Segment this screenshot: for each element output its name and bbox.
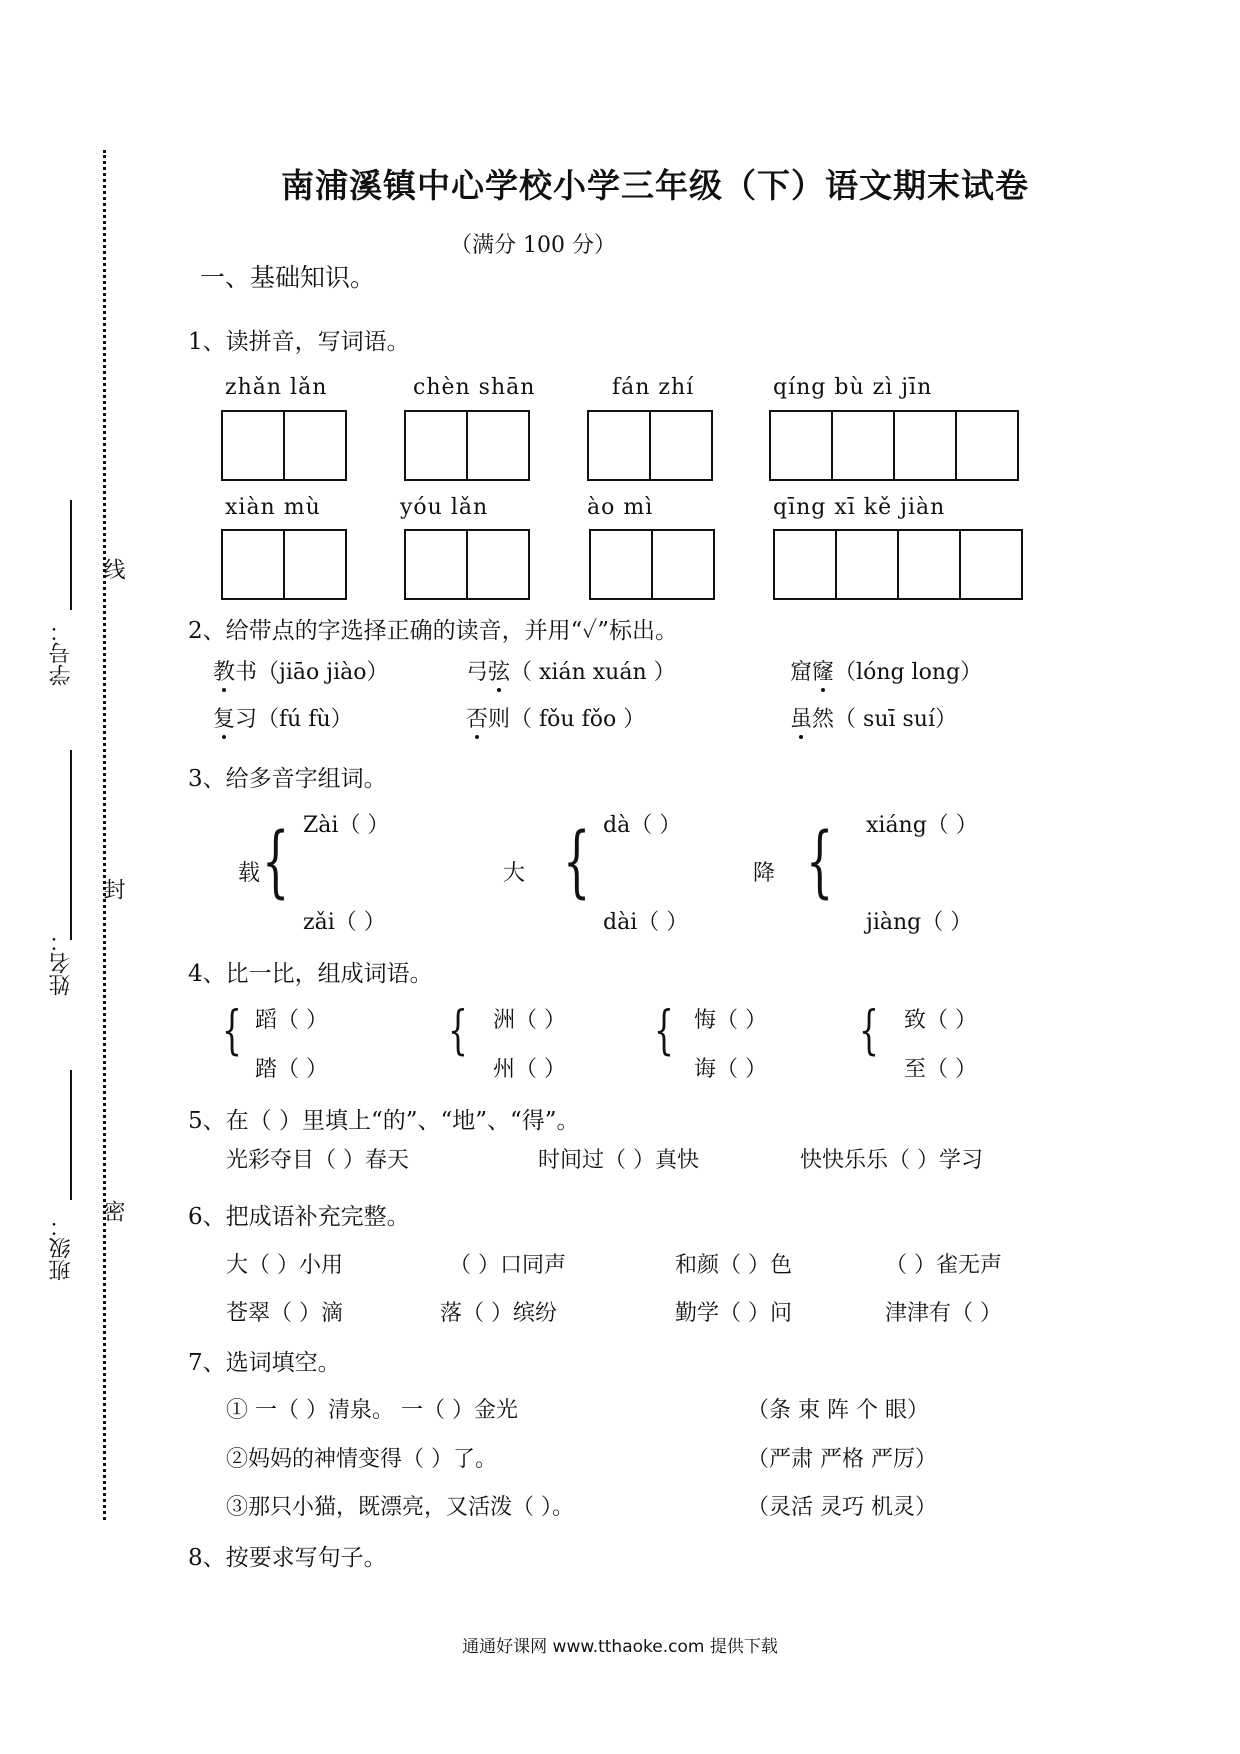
- pinyin: qīng xī kě jiàn: [773, 495, 946, 520]
- choose-word-item[interactable]: ②妈妈的神情变得（ ）了。: [226, 1447, 497, 1472]
- question-3-label: 3、给多音字组词。: [188, 766, 387, 792]
- answer-grid[interactable]: [769, 410, 1019, 481]
- polyphone-top[interactable]: dà（ ）: [603, 813, 682, 838]
- compare-item[interactable]: 诲（ ）: [694, 1057, 767, 1082]
- section-basic-knowledge: 一、基础知识。: [200, 263, 376, 292]
- fill-item[interactable]: 时间过（ ）真快: [538, 1148, 699, 1173]
- brace-icon: {: [859, 1001, 879, 1061]
- pronunciation-item[interactable]: 否则（ fǒu fǒo ）: [466, 702, 645, 733]
- answer-grid[interactable]: [587, 410, 713, 481]
- pinyin: ào mì: [587, 495, 654, 520]
- answer-grid[interactable]: [404, 529, 530, 600]
- choose-word-item[interactable]: ① 一（ ）清泉。 一（ ）金光: [226, 1398, 518, 1423]
- idiom-item[interactable]: 勤学（ ）问: [675, 1301, 792, 1326]
- idiom-item[interactable]: 大（ ）小用: [226, 1253, 343, 1278]
- polyphone-bottom[interactable]: jiàng（ ）: [866, 910, 973, 935]
- idiom-item[interactable]: 和颜（ ）色: [675, 1253, 792, 1278]
- binding-dotted-line: [103, 150, 106, 1520]
- page-title: 南浦溪镇中心学校小学三年级（下）语文期末试卷: [281, 166, 1029, 205]
- compare-item[interactable]: 致（ ）: [904, 1008, 977, 1033]
- pronunciation-item[interactable]: 教书（jiāo jiào）: [213, 655, 388, 686]
- answer-grid[interactable]: [221, 529, 347, 600]
- polyphone-top[interactable]: Zài（ ）: [303, 813, 390, 838]
- full-score: （满分 100 分）: [450, 233, 616, 258]
- idiom-item[interactable]: （ ）雀无声: [885, 1253, 1002, 1278]
- compare-item[interactable]: 州（ ）: [493, 1057, 566, 1082]
- pronunciation-item[interactable]: 虽然（ suī suí）: [790, 702, 957, 733]
- question-1-label: 1、读拼音，写词语。: [188, 329, 410, 355]
- idiom-item[interactable]: （ ）口同声: [449, 1253, 566, 1278]
- compare-item[interactable]: 洲（ ）: [493, 1008, 566, 1033]
- name-line[interactable]: [70, 750, 72, 940]
- polyphone-char: 降: [753, 861, 776, 886]
- pinyin: zhǎn lǎn: [225, 375, 328, 400]
- idiom-item[interactable]: 津津有（ ）: [885, 1301, 1002, 1326]
- polyphone-char: 载: [238, 861, 261, 886]
- word-choices: （严肃 严格 严厉）: [747, 1447, 937, 1472]
- question-4-label: 4、比一比，组成词语。: [188, 961, 433, 987]
- pinyin: qíng bù zì jīn: [773, 375, 933, 400]
- answer-grid[interactable]: [221, 410, 347, 481]
- seal-char-secret: 密: [100, 1200, 125, 1222]
- compare-item[interactable]: 蹈（ ）: [255, 1008, 328, 1033]
- brace-icon: {: [563, 817, 591, 907]
- choose-word-item[interactable]: ③那只小猫，既漂亮，又活泼（ ）。: [226, 1495, 574, 1520]
- fill-item[interactable]: 光彩夺目（ ）春天: [226, 1148, 409, 1173]
- word-choices: （灵活 灵巧 机灵）: [747, 1495, 937, 1520]
- fill-item[interactable]: 快快乐乐（ ）学习: [800, 1148, 983, 1173]
- brace-icon: {: [806, 817, 834, 907]
- class-line[interactable]: [70, 1070, 72, 1200]
- seal-char-seal: 封: [100, 878, 125, 900]
- student-id-line[interactable]: [70, 500, 72, 610]
- class-label: 班级：: [49, 1215, 74, 1281]
- polyphone-bottom[interactable]: zǎi（ ）: [303, 910, 386, 935]
- pronunciation-item[interactable]: 复习（fú fù）: [213, 702, 353, 733]
- compare-item[interactable]: 踏（ ）: [255, 1057, 328, 1082]
- pinyin: xiàn mù: [225, 495, 321, 520]
- compare-item[interactable]: 至（ ）: [904, 1057, 977, 1082]
- student-id-label: 学号：: [49, 620, 74, 686]
- question-6-label: 6、把成语补充完整。: [188, 1204, 410, 1230]
- polyphone-bottom[interactable]: dài（ ）: [603, 910, 689, 935]
- answer-grid[interactable]: [404, 410, 530, 481]
- compare-item[interactable]: 悔（ ）: [694, 1008, 767, 1033]
- brace-icon: {: [448, 1001, 468, 1061]
- question-7-label: 7、选词填空。: [188, 1350, 341, 1376]
- idiom-item[interactable]: 落（ ）缤纷: [440, 1301, 557, 1326]
- answer-grid[interactable]: [589, 529, 715, 600]
- question-8-label: 8、按要求写句子。: [188, 1545, 387, 1571]
- seal-char-line: 线: [100, 558, 125, 580]
- idiom-item[interactable]: 苍翠（ ）滴: [226, 1301, 343, 1326]
- brace-icon: {: [654, 1001, 674, 1061]
- word-choices: （条 束 阵 个 眼）: [747, 1398, 929, 1423]
- polyphone-char: 大: [503, 861, 526, 886]
- answer-grid[interactable]: [773, 529, 1023, 600]
- pronunciation-item[interactable]: 弓弦（ xián xuán ）: [466, 655, 676, 686]
- pinyin: yóu lǎn: [400, 495, 489, 520]
- name-label: 姓名：: [49, 930, 74, 996]
- pronunciation-item[interactable]: 窟窿（lóng long）: [790, 655, 982, 686]
- footer-source: 通通好课网 www.tthaoke.com 提供下载: [462, 1637, 778, 1657]
- question-2-label: 2、给带点的字选择正确的读音，并用“✓”标出。: [188, 618, 678, 644]
- pinyin: chèn shān: [413, 375, 536, 400]
- polyphone-top[interactable]: xiáng（ ）: [866, 813, 978, 838]
- brace-icon: {: [222, 1001, 242, 1061]
- brace-icon: {: [262, 817, 290, 907]
- pinyin: fán zhí: [612, 375, 695, 400]
- question-5-label: 5、在（ ）里填上“的”、“地”、“得”。: [188, 1108, 580, 1134]
